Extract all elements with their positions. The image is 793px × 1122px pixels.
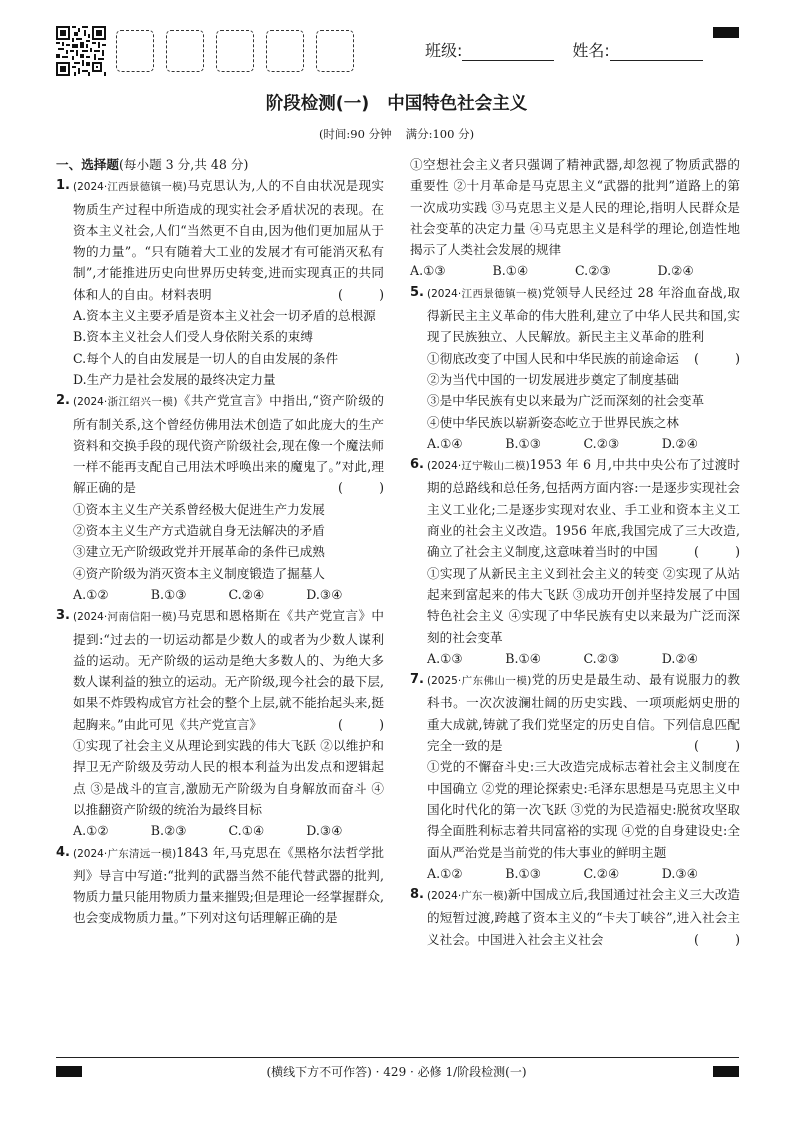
option-c[interactable]: C.②③ — [583, 650, 620, 666]
option-b[interactable]: B.①③ — [505, 435, 542, 451]
answer-blank[interactable]: ( ) — [694, 544, 740, 560]
section-title: 一、选择题 — [56, 157, 119, 172]
question-source: (2024·浙江绍兴一模) — [73, 396, 178, 409]
statements: ①空想社会主义者只强调了精神武器,却忽视了物质武器的重要性 ②十月革命是马克思主义“武器的批判”道路上的第一次成功实践 ③马克思主义是人民的理论,指明人民群众是社会变革的决定力量 ④马克思主义是科学的理论,创造性地揭示了人类社会发展的规律 — [410, 157, 740, 258]
option-c[interactable]: C.每个人的自由发展是一切人的自由发展的条件 — [73, 350, 339, 366]
question-stem: 马克思和恩格斯在《共产党宣言》中提到:“过去的一切运动都是少数人的或者为少数人谋利益的运动。无产阶级的运动是绝大多数人的、为绝大多数人谋利益的独立的运动。无产阶级,现今社会的最下层,如果不炸毁构成官方社会的整个上层,就不能抬起头来,挺起胸来。”由此可见《共产党宣言》 — [73, 608, 384, 732]
footer-label: 必修 1/阶段检测(一) — [417, 1065, 527, 1079]
answer-options — [427, 863, 740, 884]
question-6 — [410, 454, 740, 669]
question-8 — [410, 884, 740, 950]
registration-mark-top-right — [713, 27, 739, 38]
question-stem: 党领导人民经过 28 年浴血奋战,取得新民主主义革命的伟大胜利,建立了中华人民共和国,实现了民族独立、人民解放。新民主主义革命的胜利 — [427, 284, 740, 345]
question-source: (2024·广东一模) — [427, 890, 508, 903]
option-a[interactable]: A.①③ — [410, 263, 446, 279]
question-number: 1. — [56, 178, 70, 194]
section-heading — [56, 154, 384, 175]
option-d[interactable]: D.②④ — [661, 650, 698, 666]
question-number: 2. — [56, 393, 70, 409]
question-source: (2024·广东清远一模) — [73, 847, 177, 860]
option-c[interactable]: C.②③ — [583, 435, 620, 451]
question-5 — [410, 282, 740, 454]
exam-info — [0, 126, 793, 142]
answer-blank[interactable]: ( ) — [338, 716, 384, 732]
right-column — [410, 154, 740, 950]
name-label: 姓名: — [572, 41, 610, 60]
question-4 — [56, 842, 384, 929]
option-b[interactable]: B.①④ — [505, 650, 542, 666]
page-footer — [0, 1063, 793, 1080]
code-box[interactable] — [116, 30, 154, 72]
question-stem: 《共产党宣言》中指出,“资产阶级的所有制关系,这个曾经仿佛用法术创造了如此庞大的生产资料和交换手段的现代资产阶级社会,现在像一个魔法师一样不能再支配自己用法术呼唤出来的魔鬼了。”对此,理解正确的是 — [73, 393, 384, 496]
question-stem: 1953 年 6 月,中共中央公布了过渡时期的总路线和总任务,包括两方面内容:一是逐步实现社会主义工业化;二是逐步实现对农业、手工业和资本主义工商业的社会主义改造。1956 年底,我国完成了三大改造,确立了社会主义制度,这意味着当时的中国 — [427, 457, 740, 560]
footer-note: (横线下方不可作答) — [266, 1065, 372, 1079]
option-b[interactable]: B.资本主义社会人们受人身依附关系的束缚 — [73, 329, 313, 345]
option-b[interactable]: B.②③ — [150, 823, 187, 839]
answer-options — [73, 584, 384, 605]
option-c[interactable]: C.①④ — [228, 823, 265, 839]
question-1 — [56, 175, 384, 390]
class-field[interactable] — [462, 42, 554, 61]
answer-blank[interactable]: ( ) — [338, 480, 384, 496]
option-d[interactable]: D.③④ — [306, 823, 343, 839]
question-number: 5. — [410, 284, 424, 300]
answer-options — [410, 260, 740, 281]
statements: ①党的不懈奋斗史:三大改造完成标志着社会主义制度在中国确立 ②党的理论探索史:毛泽东思想是马克思主义中国化时代化的第一次飞跃 ③党的为民造福史:脱贫攻坚取得全面胜利标志着共同富裕的实现 ④党的自身建设史:全面从严治党是当前党的伟大事业的鲜明主题 — [427, 759, 740, 860]
statement-2: ②资本主义生产方式造就自身无法解决的矛盾 — [73, 523, 325, 539]
code-box[interactable] — [216, 30, 254, 72]
title-topic: 中国特色社会主义 — [387, 94, 528, 114]
answer-options — [73, 820, 384, 841]
title-main: 阶段检测(一) — [265, 94, 370, 114]
option-a[interactable]: A.①② — [73, 823, 109, 839]
question-source: (2024·江西景德镇一模) — [73, 181, 187, 194]
qr-code-icon — [56, 26, 106, 76]
code-box[interactable] — [166, 30, 204, 72]
question-number: 7. — [410, 672, 424, 688]
option-a[interactable]: A.资本主义主要矛盾是资本主义社会一切矛盾的总根源 — [73, 308, 376, 324]
question-number: 8. — [410, 887, 424, 903]
question-number: 6. — [410, 457, 424, 473]
option-a[interactable]: A.①④ — [427, 435, 463, 451]
option-c[interactable]: C.②④ — [228, 586, 265, 602]
answer-options — [427, 648, 740, 669]
section-points: (每小题 3 分,共 48 分) — [118, 157, 249, 172]
answer-options — [427, 433, 740, 454]
question-stem: 新中国成立后,我国通过社会主义三大改造的短暂过渡,跨越了资本主义的“卡夫丁峡谷”,进入社会主义社会。中国进入社会主义社会 — [427, 887, 740, 947]
code-box[interactable] — [266, 30, 304, 72]
question-number: 3. — [56, 608, 70, 624]
statement-3: ③建立无产阶级政党并开展革命的条件已成熟 — [73, 544, 325, 560]
question-3 — [56, 605, 384, 841]
question-4-continued — [410, 154, 740, 282]
question-stem: 1843 年,马克思在《黑格尔法哲学批判》导言中写道:“批判的武器当然不能代替武器的批判,物质力量只能用物质力量来摧毁;但是理论一经掌握群众,也会变成物质力量。”下列对这句话理解正确的是 — [73, 844, 384, 926]
question-source: (2024·河南信阳一模) — [73, 611, 177, 624]
statement-1: ①彻底改变了中国人民和中华民族的前途命运 — [427, 350, 679, 366]
answer-blank[interactable]: ( ) — [694, 931, 740, 947]
answer-blank[interactable]: ( ) — [338, 286, 384, 302]
statement-2: ②为当代中国的一切发展进步奠定了制度基础 — [427, 371, 679, 387]
exam-score: 满分:100 分) — [405, 127, 475, 141]
question-source: (2025·广东佛山一模) — [427, 675, 532, 688]
left-column — [56, 154, 384, 929]
name-field[interactable] — [610, 42, 703, 61]
option-a[interactable]: A.①② — [73, 586, 109, 602]
option-d[interactable]: D.生产力是社会发展的最终决定力量 — [73, 371, 276, 387]
student-info — [425, 38, 703, 61]
code-box[interactable] — [316, 30, 354, 72]
statement-3: ③是中华民族有史以来最为广泛而深刻的社会变革 — [427, 393, 705, 409]
answer-blank[interactable]: ( ) — [694, 350, 740, 366]
question-stem: 党的历史是最生动、最有说服力的教科书。一次次波澜壮阔的历史实践、一项项彪炳史册的重大成就,铸就了我们党坚定的历史自信。下列信息匹配完全一致的是 — [427, 672, 740, 754]
page-title — [0, 90, 793, 115]
answer-blank[interactable]: ( ) — [694, 738, 740, 754]
statements: ①实现了从新民主主义到社会主义的转变 ②实现了从站起来到富起来的伟大飞跃 ③成功开创并坚持发展了中国特色社会主义 ④实现了中华民族有史以来最为广泛而深刻的社会变革 — [427, 565, 740, 645]
code-box-group — [116, 30, 354, 72]
class-label: 班级: — [425, 41, 463, 60]
footer-divider — [56, 1057, 739, 1058]
statement-4: ④资产阶级为消灭资本主义制度锻造了掘墓人 — [73, 565, 325, 581]
question-7 — [410, 669, 740, 884]
exam-time: (时间:90 分钟 — [318, 127, 392, 141]
option-b[interactable]: B.①④ — [492, 263, 529, 279]
option-b[interactable]: B.①③ — [150, 586, 187, 602]
option-d[interactable]: D.②④ — [657, 263, 694, 279]
option-d[interactable]: D.③④ — [306, 586, 343, 602]
option-d[interactable]: D.③④ — [661, 865, 698, 881]
page-number: · 429 · — [375, 1065, 414, 1079]
statement-4: ④使中华民族以崭新姿态屹立于世界民族之林 — [427, 414, 679, 430]
statement-1: ①资本主义生产关系曾经极大促进生产力发展 — [73, 501, 325, 517]
option-c[interactable]: C.②④ — [583, 865, 620, 881]
question-source: (2024·辽宁鞍山二模) — [427, 460, 530, 473]
question-number: 4. — [56, 844, 70, 860]
question-2 — [56, 390, 384, 605]
option-a[interactable]: A.①② — [427, 865, 463, 881]
option-c[interactable]: C.②③ — [575, 263, 611, 279]
question-source: (2024·江西景德镇一模) — [427, 287, 542, 300]
option-d[interactable]: D.②④ — [661, 435, 698, 451]
question-stem: 马克思认为,人的不自由状况是现实物质生产过程中所造成的现实社会矛盾状况的表现。在资本主义社会,人们“当然更不自由,因为他们更加屈从于物的力量”。“只有随着大工业的发展才有可能消灭私有制”,才能推进历史向世界历史转变,进而实现真正的共同体和人的自由。材料表明 — [73, 178, 384, 302]
option-b[interactable]: B.①③ — [505, 865, 542, 881]
option-a[interactable]: A.①③ — [427, 650, 463, 666]
statements: ①实现了社会主义从理论到实践的伟大飞跃 ②以维护和捍卫无产阶级及劳动人民的根本利益为出发点和逻辑起点 ③是战斗的宣言,激励无产阶级为自身解放而奋斗 ④以推翻资产阶级的统治为最终目标 — [73, 738, 384, 817]
